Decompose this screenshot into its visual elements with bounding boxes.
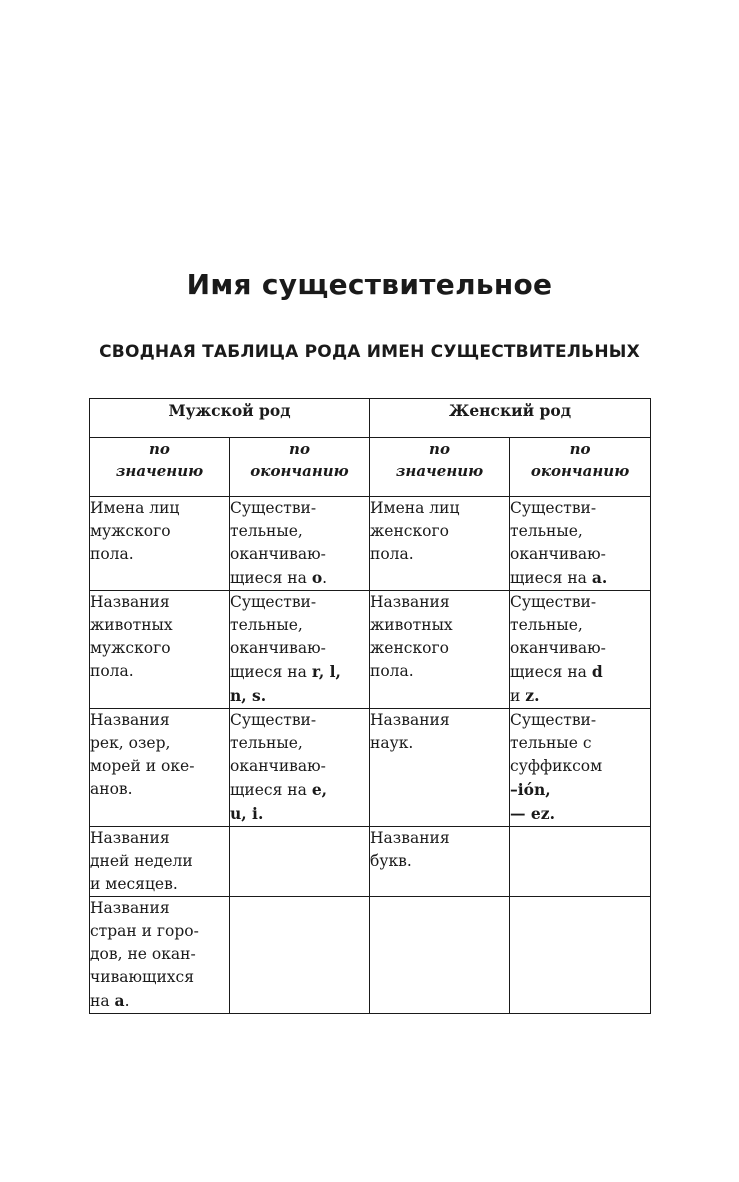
page-title: Имя существительное xyxy=(186,268,553,301)
fem-ending-cell xyxy=(510,709,651,827)
masc-meaning-cell xyxy=(90,591,230,709)
cell-line: оканчиваю- xyxy=(230,545,326,563)
cell-line xyxy=(230,684,369,708)
ending-letters: n, s. xyxy=(230,686,267,705)
ending-letter: o xyxy=(311,568,323,587)
cell-line xyxy=(510,660,650,684)
masc-meaning-cell xyxy=(90,827,230,897)
cell-line: морей и оке- xyxy=(90,757,195,775)
cell-line: Существи- xyxy=(510,499,597,517)
cell-line: Существи- xyxy=(230,499,317,517)
table-row xyxy=(90,591,651,709)
table-row xyxy=(90,497,651,591)
cell-line: Названия xyxy=(370,711,450,729)
masc-ending-cell xyxy=(230,897,370,1014)
cell-text: щиеся на xyxy=(510,663,587,681)
header-line: по xyxy=(429,440,450,458)
table-row xyxy=(90,709,651,827)
masc-meaning-cell xyxy=(90,497,230,591)
cell-line: анов. xyxy=(90,780,133,798)
cell-line: оканчиваю- xyxy=(230,639,326,657)
masc-ending-cell xyxy=(230,591,370,709)
masc-ending-cell xyxy=(230,827,370,897)
header-line: по xyxy=(289,440,310,458)
header-line: значению xyxy=(115,462,204,480)
masc-by-meaning-header xyxy=(90,438,230,497)
cell-line: мужского xyxy=(90,522,171,540)
cell-line: пола. xyxy=(370,545,414,563)
gender-summary-table xyxy=(89,398,651,1014)
cell-line: женского xyxy=(370,639,449,657)
cell-line: Названия xyxy=(90,829,170,847)
table-row xyxy=(90,827,651,897)
cell-line xyxy=(90,989,229,1013)
fem-ending-cell xyxy=(510,497,651,591)
fem-meaning-cell xyxy=(370,827,510,897)
table-row xyxy=(90,897,651,1014)
cell-line xyxy=(510,778,650,802)
cell-line: стран и горо- xyxy=(90,922,199,940)
cell-line: чивающихся xyxy=(90,968,194,986)
cell-line: суффиксом xyxy=(510,757,603,775)
punctuation: . xyxy=(322,569,328,587)
cell-line: Существи- xyxy=(230,711,317,729)
cell-line: наук. xyxy=(370,734,414,752)
cell-line: животных xyxy=(90,616,173,634)
cell-line: Существи- xyxy=(230,593,317,611)
masc-ending-cell xyxy=(230,709,370,827)
ending-letters: u, i. xyxy=(230,804,264,823)
cell-line: Названия xyxy=(370,829,450,847)
cell-text: щиеся на xyxy=(230,781,307,799)
ending-letter: a xyxy=(114,991,125,1010)
ending-letters: e, xyxy=(311,780,328,799)
cell-line: тельные, xyxy=(230,616,303,634)
cell-line: оканчиваю- xyxy=(510,545,606,563)
cell-line: пола. xyxy=(370,662,414,680)
punctuation: . xyxy=(124,992,130,1010)
fem-meaning-cell xyxy=(370,897,510,1014)
fem-ending-cell xyxy=(510,591,651,709)
cell-text: на xyxy=(90,992,110,1010)
ending-letter: a. xyxy=(591,568,608,587)
cell-line xyxy=(230,778,369,802)
cell-line: букв. xyxy=(370,852,412,870)
cell-line: дней недели xyxy=(90,852,193,870)
cell-line: Существи- xyxy=(510,593,597,611)
cell-line: Имена лиц xyxy=(90,499,180,517)
fem-meaning-cell xyxy=(370,709,510,827)
masc-meaning-cell xyxy=(90,897,230,1014)
fem-by-ending-header xyxy=(510,438,651,497)
cell-line xyxy=(230,660,369,684)
cell-text: щиеся на xyxy=(230,663,307,681)
cell-line: Названия xyxy=(90,593,170,611)
cell-line: Имена лиц xyxy=(370,499,460,517)
cell-line: тельные, xyxy=(510,522,583,540)
masc-meaning-cell xyxy=(90,709,230,827)
header-line: по xyxy=(569,440,591,458)
group-header-row xyxy=(90,399,651,438)
cell-line: Существи- xyxy=(510,711,597,729)
cell-line: Названия xyxy=(370,593,450,611)
cell-line: тельные, xyxy=(230,522,303,540)
cell-line xyxy=(510,566,650,590)
ending-letter: z. xyxy=(525,686,540,705)
fem-by-meaning-header xyxy=(370,438,510,497)
ending-letters: r, l, xyxy=(311,662,341,681)
fem-ending-cell xyxy=(510,897,651,1014)
table-title: СВОДНАЯ ТАБЛИЦА РОДА ИМЕН СУЩЕСТВИТЕЛЬНЫХ xyxy=(99,342,640,362)
cell-line: рек, озер, xyxy=(90,734,171,752)
fem-meaning-cell xyxy=(370,497,510,591)
suffix: — ez. xyxy=(510,804,555,823)
cell-line xyxy=(510,684,650,708)
cell-text: щиеся на xyxy=(230,569,307,587)
cell-line xyxy=(510,802,650,826)
cell-line: пола. xyxy=(90,545,134,563)
cell-line: Названия xyxy=(90,711,170,729)
header-line: значению xyxy=(395,462,484,480)
masculine-header: Мужской род xyxy=(90,399,370,438)
cell-line: оканчиваю- xyxy=(510,639,606,657)
cell-line: пола. xyxy=(90,662,134,680)
cell-text: и xyxy=(510,687,521,705)
masc-ending-cell xyxy=(230,497,370,591)
cell-line: дов, не окан- xyxy=(90,945,196,963)
cell-line: животных xyxy=(370,616,453,634)
cell-line: тельные, xyxy=(230,734,303,752)
ending-letter: d xyxy=(591,662,603,681)
cell-line xyxy=(230,566,369,590)
cell-line: Названия xyxy=(90,899,170,917)
cell-line: тельные с xyxy=(510,734,592,752)
feminine-header: Женский род xyxy=(370,399,651,438)
fem-meaning-cell xyxy=(370,591,510,709)
fem-ending-cell xyxy=(510,827,651,897)
header-line: окончанию xyxy=(530,462,630,480)
header-line: по xyxy=(149,440,170,458)
sub-header-row xyxy=(90,438,651,497)
cell-line: женского xyxy=(370,522,449,540)
suffix: –ión, xyxy=(510,780,551,799)
cell-line: мужского xyxy=(90,639,171,657)
cell-line xyxy=(230,802,369,826)
cell-line: тельные, xyxy=(510,616,583,634)
cell-text: щиеся на xyxy=(510,569,587,587)
cell-line: оканчиваю- xyxy=(230,757,326,775)
masc-by-ending-header xyxy=(230,438,370,497)
cell-line: и месяцев. xyxy=(90,875,178,893)
header-line: окончанию xyxy=(250,462,349,480)
